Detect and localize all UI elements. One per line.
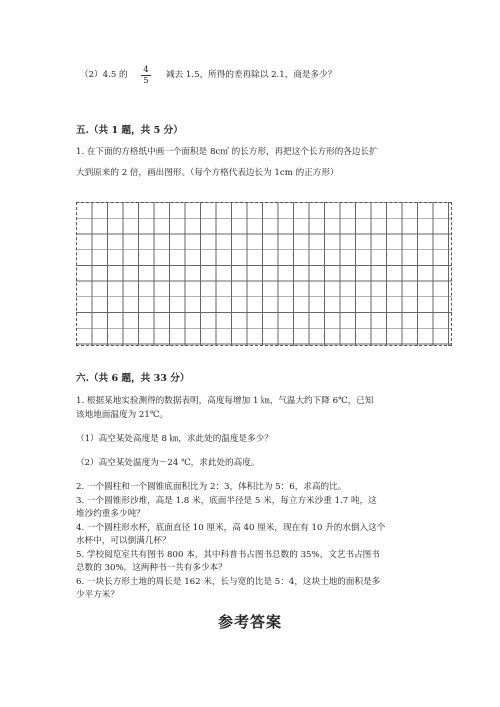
section-6-q6-line-1: 6. 一块长方形土地的周长是 162 米，长与宽的比是 5：4，这块土地的面积是多 [76,577,381,587]
fraction-four-fifths [140,65,152,86]
section-6-q5-line-2: 总数的 30%。这两种书一共有多少本？ [76,563,227,573]
section-5-question-line-1: 1. 在下面的方格纸中画一个面积是 8c㎡ 的长方形，再把这个长方形的各边长扩 [76,147,378,157]
section-6-q3-line-1: 3. 一个圆锥形沙堆，高是 1.8 米，底面半径是 5 米，每立方米沙重 1.7 吨，这 [76,496,377,506]
section-6-q4-line-2: 水杯中，可以倒满几杯？ [76,536,171,546]
fraction-numerator: 4 [143,65,149,75]
graph-paper-grid[interactable] [76,202,452,346]
section-6-q1-sub-1: （1）高空某处高度是 8 ㎞，求此处的温度是多少？ [76,434,273,444]
section-6-q1-line-2: 该地地面温度为 21℃。 [76,410,169,420]
section-6-q1-sub-2: （2）高空某处温度为－24 ℃，求此处的高度。 [76,458,260,468]
section-6-q4-line-1: 4. 一个圆柱形水杯，底面直径 10 厘米，高 40 厘米，现在有 10 升的水倒入这个 [76,523,386,533]
answers-title: 参考答案 [217,613,282,631]
question-2-suffix: 减去 1.5，所得的差再除以 2.1，商是多少？ [166,70,337,80]
section-6-q1-line-1: 1. 根据某地实验测得的数据表明，高度每增加 1 ㎞，气温大约下降 6℃，已知 [76,396,374,406]
section-6-q6-line-2: 少平方米？ [76,590,119,600]
section-5-question-line-2: 大到原来的 2 倍，画出图形。（每个方格代表边长为 1cm 的正方形） [76,168,339,178]
section-6-q3-line-2: 堆沙约重多少吨？ [76,509,145,519]
section-5-heading: 五.（共 1 题，共 5 分） [76,125,183,136]
section-6-q2: 2. 一个圆柱和一个圆锥底面积比为 2：3，体积比为 5：6，求高的比。 [76,482,347,492]
fraction-denominator: 5 [143,76,149,86]
section-6-heading: 六.（共 6 题，共 33 分） [76,373,190,384]
section-6-q5-line-1: 5. 学校阅览室共有图书 800 本，其中科普书占图书总数的 35%，文艺书占图书 [76,550,380,560]
question-2-prefix: （2）4.5 的 [80,70,128,80]
